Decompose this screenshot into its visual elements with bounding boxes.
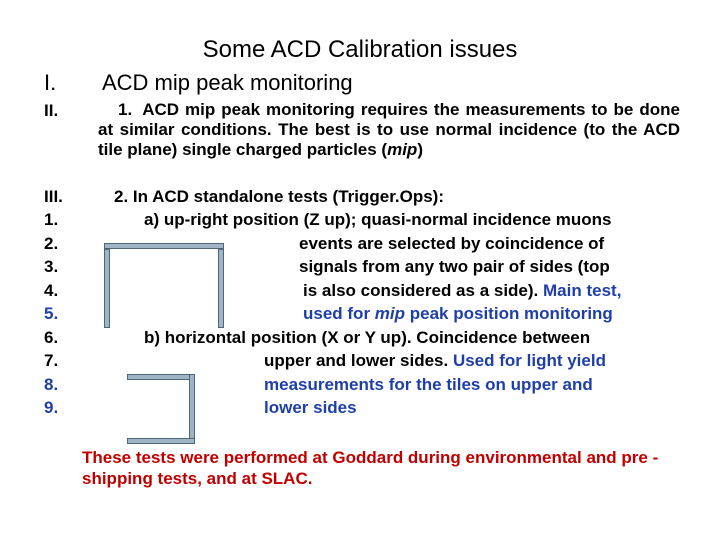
upright-position-line: a) up-right position (Z up); quasi-normal incidence muons — [144, 210, 612, 229]
section-ii-text-end: ) — [417, 140, 423, 159]
section-i-label: I. — [44, 70, 57, 95]
horizontal-position-line: b) horizontal position (X or Y up). Coincidence between — [144, 328, 591, 347]
body-line: measurements for the tiles on upper and — [264, 375, 593, 394]
section-iii-label: III. — [44, 187, 63, 206]
section-ii-paragraph — [98, 100, 680, 160]
section-ii-label: II. — [44, 101, 59, 120]
frame-left-bar — [104, 249, 110, 328]
section-ii-text: ACD mip peak monitoring requires the measurements to be done at similar conditions. The best is to use normal incidence (to the ACD tile plane) single charged particles ( — [98, 100, 680, 159]
list-number: 6. — [44, 328, 59, 347]
section-i-heading: ACD mip peak monitoring — [102, 70, 353, 95]
slide-title: Some ACD Calibration issues — [202, 36, 518, 63]
frame-lower-bar — [127, 438, 195, 444]
body-line: signals from any two pair of sides (top — [299, 257, 610, 276]
highlight-text: used for — [303, 304, 371, 323]
highlight-text: Used for light yield — [452, 351, 606, 370]
body-text: upper and lower sides. — [264, 351, 449, 370]
footer-note: These tests were performed at Goddard during environmental and pre -shipping tests, and at SLAC. — [82, 448, 659, 488]
list-number: 2. — [44, 234, 59, 253]
list-number: 1. — [44, 210, 59, 229]
frame-right-bar — [218, 249, 224, 328]
body-line: events are selected by coincidence of — [299, 234, 605, 253]
mip-term: mip — [374, 304, 406, 323]
mip-term: mip — [387, 140, 418, 159]
list-number: 3. — [44, 257, 59, 276]
frame-upper-bar — [127, 374, 192, 380]
list-number: 7. — [44, 351, 59, 370]
list-number: 5. — [44, 304, 59, 323]
frame-side-bar — [189, 374, 195, 442]
section-iii-intro: 2. In ACD standalone tests (Trigger.Ops): — [114, 187, 444, 206]
body-text: is also considered as a side). — [303, 281, 539, 300]
section-ii-number: 1. — [118, 100, 133, 119]
body-line — [303, 279, 621, 303]
highlight-text: Main test, — [543, 281, 622, 300]
list-number: 8. — [44, 375, 59, 394]
highlight-text: peak position monitoring — [409, 304, 613, 323]
list-number: 4. — [44, 281, 59, 300]
list-number: 9. — [44, 398, 59, 417]
body-line — [303, 302, 613, 326]
body-line: lower sides — [264, 398, 357, 417]
frame-top-bar — [104, 243, 224, 249]
body-line — [264, 349, 606, 373]
